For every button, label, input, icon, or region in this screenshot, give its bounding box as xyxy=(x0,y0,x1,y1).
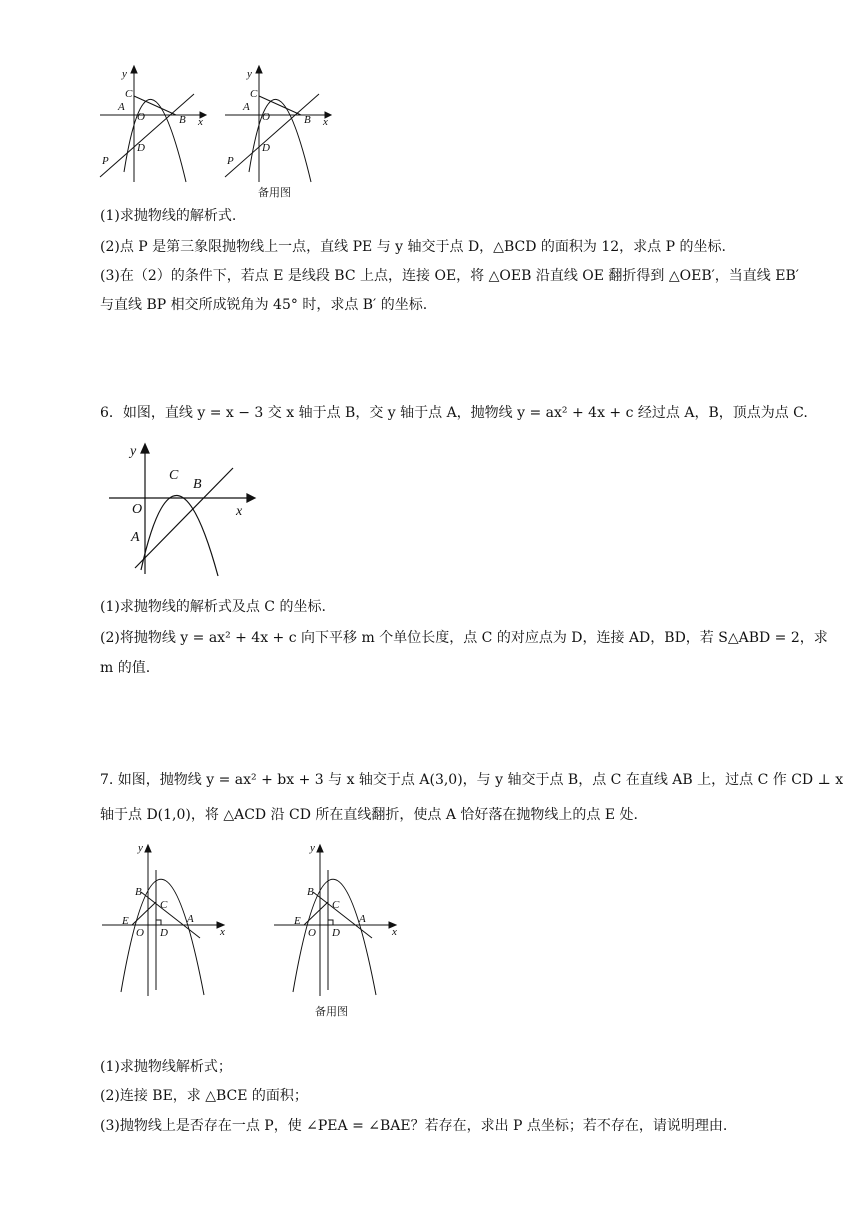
svg-text:C: C xyxy=(332,899,340,911)
line-ab xyxy=(135,468,233,568)
label-x: x xyxy=(198,116,203,128)
label-x: x xyxy=(220,926,225,938)
q7-spare-caption: 备用图 xyxy=(315,1005,348,1018)
svg-text:y: y xyxy=(310,842,315,854)
svg-text:A: A xyxy=(243,101,250,113)
q7-stem-line1: 7. 如图，抛物线 y = ax² + bx + 3 与 x 轴交于点 A(3,0)，与 y 轴交于点 B，点 C 在直线 AB 上，过点 C 作 CD ⊥ x xyxy=(100,772,844,788)
label-e: E xyxy=(122,915,129,927)
y-axis-arrow xyxy=(131,66,137,73)
label-d: D xyxy=(160,927,168,939)
svg-text:A: A xyxy=(359,913,366,925)
label-b: B xyxy=(179,114,186,126)
svg-text:B: B xyxy=(304,114,311,126)
label-y: y xyxy=(130,444,137,459)
q5-spare-caption: 备用图 xyxy=(258,186,291,199)
svg-text:y: y xyxy=(247,68,252,80)
label-o: O xyxy=(137,111,145,123)
q7-part1: (1)求抛物线解析式； xyxy=(100,1059,232,1075)
q6-part1: (1)求抛物线的解析式及点 C 的坐标. xyxy=(100,599,326,615)
svg-text:P: P xyxy=(227,155,234,167)
q5-figure-spare xyxy=(221,62,339,184)
svg-text:D: D xyxy=(332,927,340,939)
line-pb xyxy=(100,94,194,177)
label-x: x xyxy=(236,504,243,519)
x-axis-arrow xyxy=(247,494,255,502)
q7-part3: (3)抛物线上是否存在一点 P，使 ∠PEA = ∠BAE？若存在，求出 P 点坐标；若不存在，请说明理由. xyxy=(100,1118,728,1134)
label-c: C xyxy=(125,88,133,100)
svg-text:C: C xyxy=(250,88,258,100)
q7-stem-line2: 轴于点 D(1,0)，将 △ACD 沿 CD 所在直线翻折，使点 A 恰好落在抛物线上的点 E 处. xyxy=(100,807,638,823)
y-axis-arrow xyxy=(141,444,149,453)
q6-figure xyxy=(105,438,265,578)
q5-part3-line2: 与直线 BP 相交所成锐角为 45° 时，求点 B′ 的坐标. xyxy=(100,297,428,313)
q7-part2: (2)连接 BE，求 △BCE 的面积； xyxy=(100,1088,308,1104)
q5-part1: (1)求抛物线的解析式. xyxy=(100,208,237,224)
q5-figure-main xyxy=(96,62,214,184)
q5-part3-line1: (3)在（2）的条件下，若点 E 是线段 BC 上点，连接 OE，将 △OEB 沿直线 OE 翻折得到 △OEB′，当直线 EB′ xyxy=(100,268,799,284)
label-p: P xyxy=(102,155,109,167)
label-a: A xyxy=(187,913,194,925)
q5-part2: (2)点 P 是第三象限抛物线上一点，直线 PE 与 y 轴交于点 D，△BCD 的面积为 12，求点 P 的坐标. xyxy=(100,239,726,255)
svg-text:D: D xyxy=(262,142,270,154)
svg-text:E: E xyxy=(294,915,301,927)
y-axis-arrow xyxy=(145,845,151,852)
label-a: A xyxy=(131,530,140,545)
line-ec xyxy=(132,902,156,925)
label-b: B xyxy=(135,886,142,898)
label-o: O xyxy=(132,502,143,517)
label-c: C xyxy=(169,468,179,483)
label-c: C xyxy=(160,899,168,911)
label-b: B xyxy=(193,477,202,492)
label-o: O xyxy=(136,927,144,939)
q6-part2-line1: (2)将抛物线 y = ax² + 4x + c 向下平移 m 个单位长度，点 C 的对应点为 D，连接 AD，BD，若 S△ABD = 2，求 xyxy=(100,630,828,646)
right-angle-mark xyxy=(156,920,161,925)
label-y: y xyxy=(138,842,143,854)
q7-figure-main xyxy=(98,840,233,998)
svg-text:B: B xyxy=(307,886,314,898)
parabola xyxy=(141,495,218,576)
svg-text:O: O xyxy=(308,927,316,939)
label-d: D xyxy=(137,142,145,154)
svg-text:O: O xyxy=(262,111,270,123)
label-y: y xyxy=(122,68,127,80)
label-a: A xyxy=(118,101,125,113)
q6-part2-line2: m 的值. xyxy=(100,660,151,676)
svg-text:x: x xyxy=(323,116,328,128)
svg-text:x: x xyxy=(392,926,397,938)
q7-figure-spare xyxy=(270,840,405,998)
q6-stem: 6．如图，直线 y = x − 3 交 x 轴于点 B，交 y 轴于点 A，抛物线 y = ax² + 4x + c 经过点 A，B，顶点为点 C. xyxy=(100,405,808,421)
parabola xyxy=(124,99,186,182)
